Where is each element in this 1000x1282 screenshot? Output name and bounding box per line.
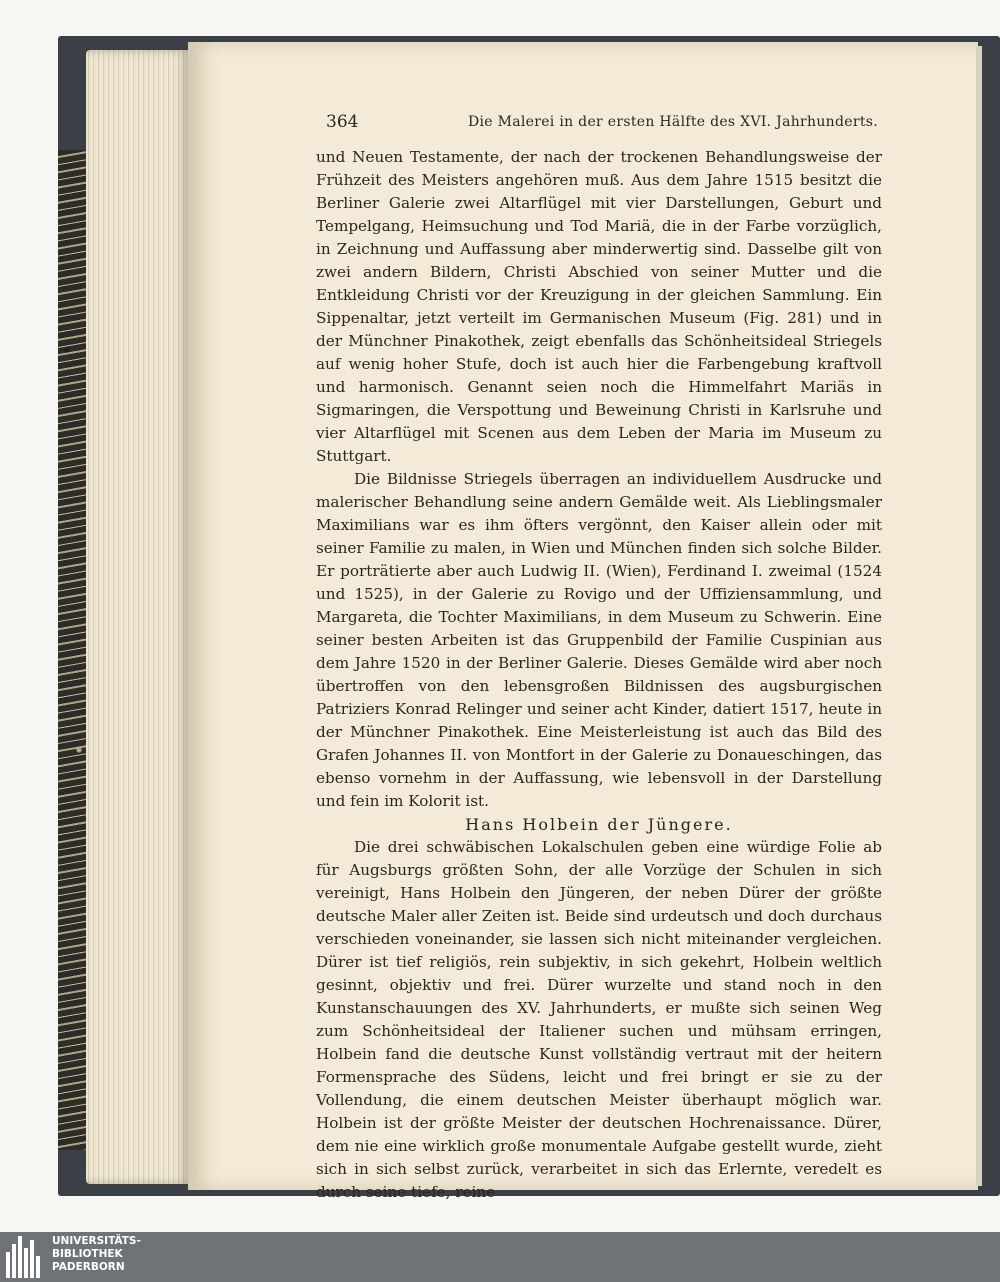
paragraph-2: Die Bildnisse Striegels überragen an individuellem Ausdrucke und malerischer Behandlung seine andern Gemälde weit. Als Lieblingsmaler Maximilians war es ihm öfters vergönnt, den Kaiser allein oder mit seiner Familie zu malen, in Wien und München finden sich solche Bilder. Er porträtierte aber auch Ludwig II. (Wien), Ferdinand I. zweimal (1524 und 1525), in der Galerie zu Rovigo und der Uffiziensammlung, und Margareta, die Tochter Maximilians, in dem Museum zu Schwerin. Eine seiner besten Arbeiten ist das Gruppenbild der Familie Cuspinian aus dem Jahre 1520 in der Berliner Galerie. Dieses Gemälde wird aber noch übertroffen von den lebensgroßen Bildnissen des augsburgischen Patriziers Konrad Relinger und seiner acht Kinder, datiert 1517, heute in der Münchner Pinakothek. Eine Meisterleistung ist auch das Bild des Grafen Johannes II. von Montfort in der Galerie zu Donaueschingen, das ebenso vornehm in der Auffassung, wie lebensvoll in der Darstellung und fein im Kolorit ist. (316, 470, 882, 810)
logo-line-1: UNIVERSITÄTS- (52, 1235, 141, 1247)
marbled-cover-edge (58, 150, 88, 1150)
page-right-edge (976, 46, 982, 1186)
logo-line-3: PADERBORN (52, 1261, 125, 1273)
paragraph-1: und Neuen Testamente, der nach der trockenen Behandlungsweise der Frühzeit des Meisters angehören muß. Aus dem Jahre 1515 besitzt die Berliner Galerie zwei Altarflügel mit vier Darstellungen, Geburt und Tempelgang, Heimsuchung und Tod Mariä, die in der Farbe vorzüglich, in Zeichnung und Auffassung aber minderwertig sind. Dasselbe gilt von zwei andern Bildern, Christi Abschied von seiner Mutter und die Entkleidung Christi vor der Kreuzigung in der gleichen Sammlung. Ein Sippenaltar, jetzt verteilt im Germanischen Museum (Fig. 281) und in der Münchner Pinakothek, zeigt ebenfalls das Schönheitsideal Striegels auf wenig hoher Stufe, doch ist auch hier die Farbengebung kraftvoll und harmonisch. Genannt seien noch die Himmelfahrt Mariäs in Sigmaringen, die Verspottung und Beweinung Christi in Karlsruhe und vier Altarflügel mit Scenen aus dem Leben der Maria im Museum zu Stuttgart. (316, 148, 882, 465)
section-heading: Hans Holbein der Jüngere. (465, 815, 733, 834)
page-body (316, 146, 882, 1204)
page-header (326, 110, 878, 138)
page-edges (86, 50, 190, 1184)
page-number: 364 (326, 112, 359, 132)
running-title: Die Malerei in der ersten Hälfte des XVI. Jahrhunderts. (467, 114, 878, 130)
logo-line-2: BIBLIOTHEK (52, 1248, 123, 1260)
library-logo-text (52, 1235, 141, 1274)
paragraph-3: Die drei schwäbischen Lokalschulen geben eine würdige Folie ab für Augsburgs größten Sohn, der alle Vorzüge der Schulen in sich vereinigt, Hans Holbein den Jüngeren, der neben Dürer der größte deutsche Maler aller Zeiten ist. Beide sind urdeutsch und doch durchaus verschieden voneinander, sie lassen sich nicht miteinander vergleichen. Dürer ist tief religiös, rein subjektiv, in sich gekehrt, Holbein weltlich gesinnt, objektiv und frei. Dürer wurzelte und stand noch in den Kunstanschauungen des XV. Jahrhunderts, er mußte sich seinen Weg zum Schönheitsideal der Italiener suchen und mühsam erringen, Holbein fand die deutsche Kunst vollständig vertraut mit der heitern Formensprache des Südens, leicht und frei bringt er sie zu der Vollendung, die einem deutschen Meister überhaupt möglich war. Holbein ist der größte Meister der deutschen Hochrenaissance. Dürer, dem nie eine wirklich große monumentale Aufgabe gestellt wurde, zieht sich in sich selbst zurück, verarbeitet in sich das Erlernte, veredelt es durch seine tiefe, reine (316, 838, 882, 1201)
library-footer-bar (0, 1232, 1000, 1282)
library-barcode-logo-icon (6, 1236, 46, 1278)
